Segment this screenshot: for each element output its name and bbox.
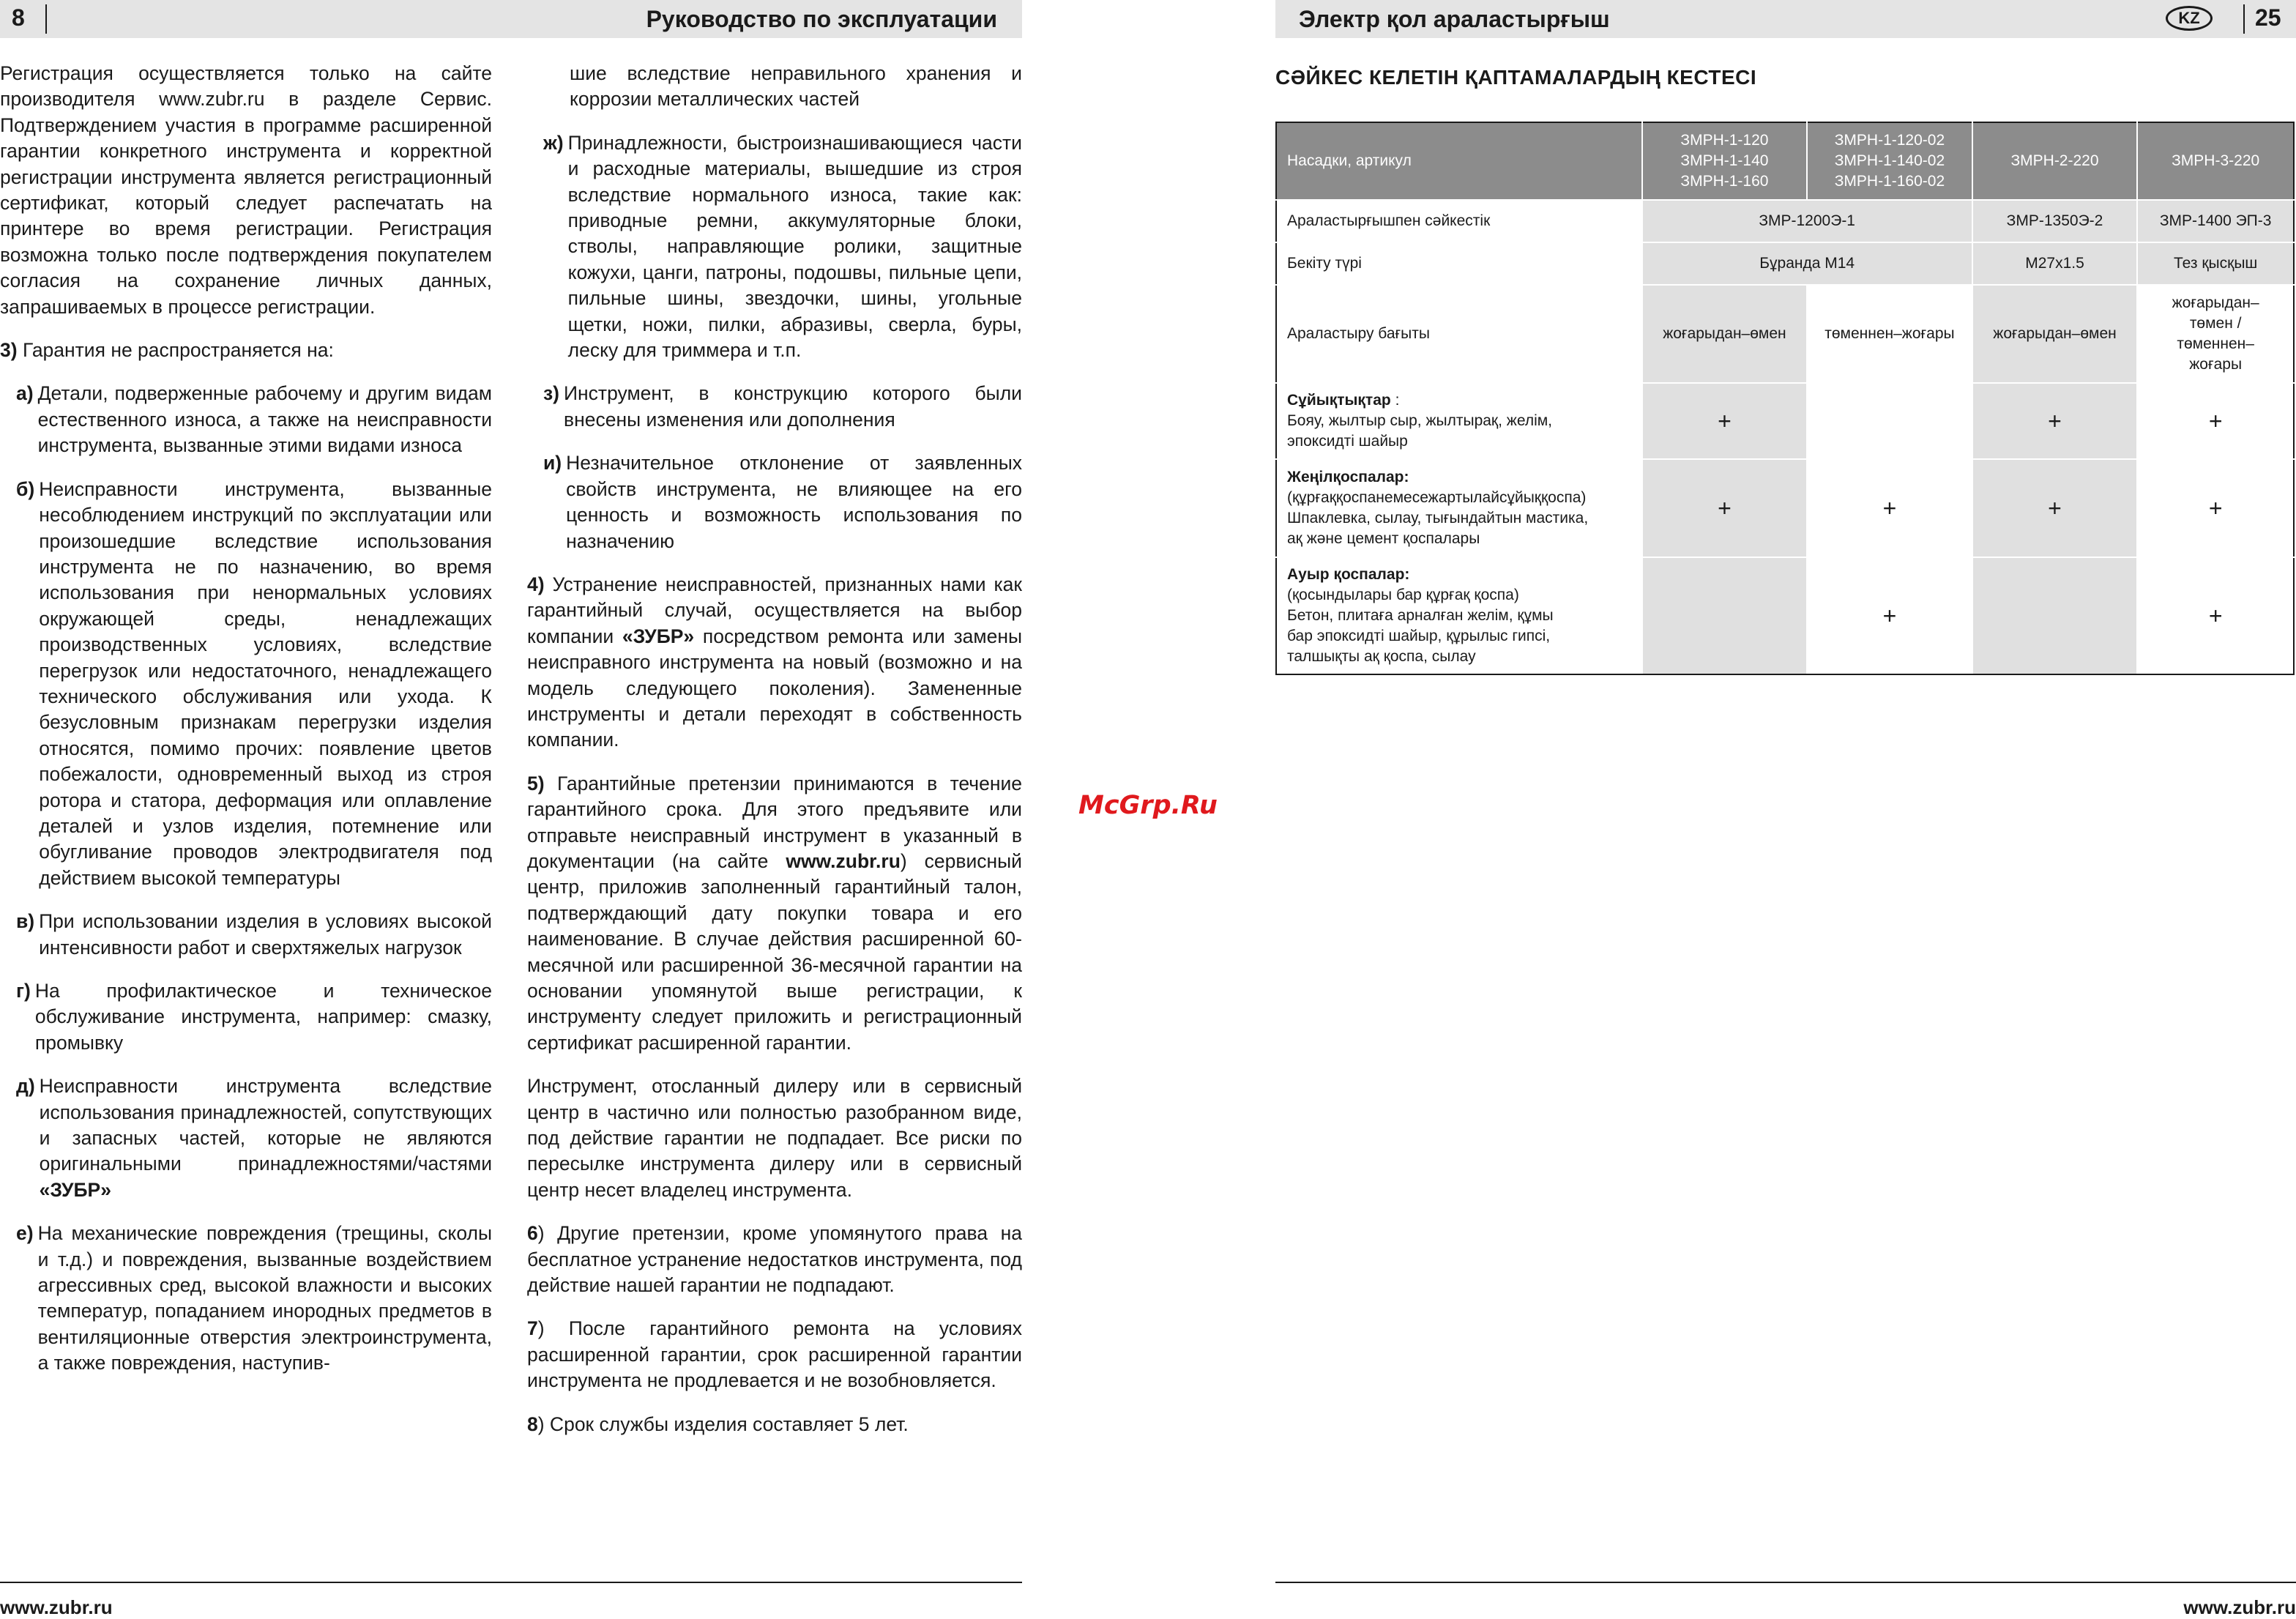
row-desc: ақ және цемент қоспалары (1287, 530, 1480, 547)
table-row (1276, 383, 2294, 459)
mark-cell (1807, 383, 1972, 459)
exclusion-e (0, 1221, 492, 1376)
mark-cell: + (1807, 557, 1972, 674)
table-cell: жоғарыдан–өмен (1972, 285, 2138, 383)
item-letter: в) (16, 910, 35, 933)
table-header-row (1276, 122, 2294, 200)
watermark: McGrp.Ru (1078, 791, 1218, 820)
table-cell: жоғарыдан–өмен (1642, 285, 1808, 383)
header-cell: ЗМРН-3-220 (2137, 122, 2294, 200)
row-label (1276, 557, 1642, 674)
cell-line: жоғарыдан– (2172, 294, 2259, 311)
right-page-title: Электр қол араластырғыш (1299, 6, 1610, 32)
right-footer-url[interactable]: www.zubr.ru (2183, 1596, 2296, 1618)
exclusion-v (0, 909, 492, 961)
row-desc: Шпаклевка, сылау, тығындайтын мастика, (1287, 510, 1589, 526)
exclusion-d (0, 1073, 492, 1203)
mark-cell (1972, 557, 2138, 674)
item-text-wrap (40, 1073, 492, 1203)
registration-paragraph: Регистрация осуществляется только на сайте производителя www.zubr.ru в разделе Сервис. Подтверждением участия в программе расширенной гарантии конкретного инструмента и корректной регистрации инструмента является регистрационный сертификат, который следует распечатать на принтере во время регистрации. Регистрация возможна только после подтверждения покупателем согласия на сохранение личных данных, запрашиваемых в процессе регистрации. (0, 62, 492, 318)
table-cell: ЗМР-1350Э-2 (1972, 200, 2138, 242)
table-row (1276, 242, 2294, 285)
row-desc: талшықты ақ қоспа, сылау (1287, 648, 1476, 665)
article: ЗМРН-1-120 (1680, 132, 1769, 149)
paragraph-4 (527, 572, 1022, 753)
mark-cell: + (1642, 383, 1808, 459)
mark-cell: + (1972, 459, 2138, 557)
paragraph-text: ) Другие претензии, кроме упомянутого права на бесплатное устранение недостатков инструмента, под действие нашей гарантии не подпадают. (527, 1222, 1022, 1297)
cell-line: төменнен– (2177, 335, 2254, 352)
article: ЗМРН-1-160 (1680, 173, 1769, 190)
paragraph-number: 7 (527, 1317, 538, 1340)
brand-name: «ЗУБР» (622, 625, 695, 647)
header-cell (1642, 122, 1808, 200)
item-letter: а) (16, 382, 34, 405)
header-cell: ЗМРН-2-220 (1972, 122, 2138, 200)
article: ЗМРН-1-160-02 (1834, 173, 1945, 190)
paragraph-number: 4) (527, 573, 545, 595)
row-desc: эпоксидті шайыр (1287, 433, 1408, 450)
mark-cell: + (2137, 557, 2294, 674)
dealer-paragraph: Инструмент, отосланный дилеру или в сервисный центр в частично или полностью разобранном виде, под действие гарантии не подпадает. Все риски по пересылке инструмента дилеру или в сервисный центр несет владелец инструмента. (527, 1075, 1022, 1201)
cell-line: жоғары (2189, 356, 2243, 373)
exclusion-z (527, 381, 1022, 433)
exclusion-g (0, 978, 492, 1056)
item-text: Неисправности инструмента, вызванные несоблюдением инструкций по эксплуатации или произошедшие вследствие использования инструмента не по назначению, во время использования при ненормальных условиях окружающей среды, ненадлежащих производственных условиях, вследствие перегрузок или недостаточного, ненадлежащего технического обслуживания или ухода. К безусловным признакам перегрузки изделия относятся, помимо прочих: появление цветов побежалости, одновременный выход из строя ротора и статора, деформация или оплавление деталей и узлов изделия, потемнение или обугливание проводов электродвигателя под действием высокой температуры (39, 477, 492, 889)
paragraph-8 (527, 1412, 1022, 1437)
article: ЗМРН-1-120-02 (1834, 132, 1945, 149)
table-cell: М27х1.5 (1972, 242, 2138, 285)
paragraph-3 (0, 338, 492, 363)
row-desc: Бетон, плитаға арналған желім, құмы (1287, 607, 1554, 624)
exclusion-i (527, 450, 1022, 554)
row-title: Жеңілқоспалар: (1287, 469, 1409, 485)
left-footer-url[interactable]: www.zubr.ru (0, 1596, 113, 1618)
item-letter: д) (16, 1075, 35, 1098)
row-label: Араластыру бағыты (1276, 285, 1642, 383)
paragraph-text: Устранение неисправностей, признанных нами как гарантийный случай, осуществляется на выбор компании (527, 573, 1022, 647)
paragraph-text: ) После гарантийного ремонта на условиях расширенной гарантии, срок расширенной гарантии инструмента не продлевается и не возобновляется. (527, 1317, 1022, 1392)
table-cell: Бұранда М14 (1642, 242, 1972, 285)
paragraph-number: 3) (0, 339, 18, 362)
warranty-column-2 (527, 61, 1022, 1455)
row-desc: (құрғаққоспанемесежартылайсұйыққоспа) (1287, 489, 1587, 506)
exclusion-zh (527, 130, 1022, 364)
item-text: На механические повреждения (трещины, сколы и т.д.) и повреждения, вызванные воздействием агрессивных сред, высокой влажности и высоких температур, попаданием инородных предметов в вентиляционные отверстия электроинструмента, а также повреждения, наступив- (37, 1222, 492, 1374)
paragraph-text: Гарантийные претензии принимаются в течение гарантийного срока. Для этого предъявите или отправьте неисправный инструмент в указанный в документации (на сайте (527, 772, 1023, 872)
mark-cell: + (1972, 383, 2138, 459)
table-title: СӘЙКЕС КЕЛЕТІН ҚАПТАМАЛАРДЫҢ КЕСТЕСІ (1275, 66, 1757, 89)
row-label: Бекіту түрі (1276, 242, 1642, 285)
mark-cell (1642, 557, 1808, 674)
mark-cell: + (2137, 383, 2294, 459)
row-title: Сұйықтықтар (1287, 392, 1391, 409)
row-desc: (қосындылары бар құрғақ қоспа) (1287, 587, 1519, 603)
row-desc: Бояу, жылтыр сыр, жылтырақ, желім, (1287, 412, 1553, 429)
item-text: Неисправности инструмента вследствие использования принадлежностей, сопутствующих и запасных частей, которые не являются оригинальными принадлежностями/частями (39, 1075, 492, 1175)
row-title-colon: : (1390, 392, 1400, 409)
item-text: Принадлежности, быстроизнашивающиеся части и расходные материалы, вышедшие из строя вследствие нормального износа, такие как: приводные ремни, аккумуляторные блоки, стволы, направляющие ролики, защитные кожухи, цанги, патроны, подошвы, пильные цепи, пильные шины, звездочки, шины, угольные щетки, ножи, пилки, абразивы, сверла, буры, леску для триммера и т.п. (567, 131, 1022, 362)
cell-line: төмен / (2189, 315, 2242, 332)
table-row (1276, 459, 2294, 557)
table-cell (2137, 285, 2294, 383)
paragraph-6 (527, 1221, 1022, 1298)
mark-cell: + (1807, 459, 1972, 557)
mark-cell: + (2137, 459, 2294, 557)
item-text: При использовании изделия в условиях высокой интенсивности работ и сверхтяжелых нагрузок (39, 910, 492, 959)
row-label: Араластырғышпен сәйкестік (1276, 200, 1642, 242)
row-desc: бар эпоксидті шайыр, құрылыс гипсі, (1287, 628, 1551, 644)
table-cell: төменнен–жоғары (1807, 285, 1972, 383)
warranty-column-1 (0, 61, 492, 1394)
table-cell: ЗМР-1400 ЭП-3 (2137, 200, 2294, 242)
article: ЗМРН-1-140-02 (1834, 152, 1945, 169)
left-page-number: 8 (12, 4, 25, 31)
row-label (1276, 383, 1642, 459)
header-label: Насадки, артикул (1276, 122, 1642, 200)
paragraph-text: ) сервисный центр, приложив заполненный гарантийный талон, подтверждающий дату покупки товара и его наименование. В случае действия расширенной 60-месячной или расширенной 36-месячной гарантии на основании упомянутой выше регистрации, к инструменту следует приложить и регистрационный сертификат расширенной гарантии. (527, 849, 1022, 1054)
paragraph-text: ) Срок службы изделия составляет 5 лет. (537, 1413, 909, 1435)
header-divider (2243, 4, 2245, 34)
right-page-number: 25 (2255, 4, 2281, 31)
table-cell: Тез қысқыш (2137, 242, 2294, 285)
mark-cell: + (1642, 459, 1808, 557)
item-letter: г) (16, 980, 31, 1002)
paragraph-5 (527, 771, 1022, 1056)
footer-rule (1275, 1582, 2296, 1583)
table-cell: ЗМР-1200Э-1 (1642, 200, 1972, 242)
paragraph-number: 5) (527, 772, 545, 794)
item-text: Незначительное отклонение от заявленных свойств инструмента, не влияющее на его ценность и возможность использования по назначению (566, 452, 1022, 552)
item-letter: и) (543, 452, 562, 474)
header-divider (45, 4, 47, 34)
article: ЗМРН-1-140 (1680, 152, 1769, 169)
item-letter: з) (543, 382, 559, 405)
table-row (1276, 285, 2294, 383)
exclusion-b (0, 477, 492, 892)
footer-rule (0, 1582, 1022, 1583)
table-row (1276, 200, 2294, 242)
paragraph-number: 8 (527, 1413, 538, 1435)
row-label (1276, 459, 1642, 557)
website-link[interactable]: www.zubr.ru (786, 849, 901, 872)
left-page-title: Руководство по эксплуатации (646, 6, 997, 32)
item-letter: б) (16, 477, 35, 500)
brand-name: «ЗУБР» (39, 1178, 111, 1201)
item-text: На профилактическое и техническое обслуживание инструмента, например: смазку, промывку (34, 980, 492, 1054)
exclusion-e-continued (527, 61, 1022, 113)
header-cell (1807, 122, 1972, 200)
paragraph-text: Гарантия не распространяется на: (22, 339, 334, 362)
item-text: Инструмент, в конструкцию которого были внесены изменения или дополнения (564, 382, 1022, 431)
table-row (1276, 557, 2294, 674)
compatibility-table (1275, 122, 2295, 675)
paragraph-7 (527, 1316, 1022, 1393)
kz-language-badge: KZ (2166, 6, 2213, 31)
item-letter: е) (16, 1222, 34, 1245)
item-text: шие вследствие неправильного хранения и коррозии металлических частей (570, 62, 1022, 111)
exclusion-a (0, 381, 492, 458)
row-title: Ауыр қоспалар: (1287, 566, 1410, 583)
item-letter: ж) (543, 131, 564, 154)
paragraph-text: посредством ремонта или замены неисправного инструмента на новый (возможно и на модель следующего поколения). Замененные инструменты и детали переходят в собственность компании. (527, 625, 1022, 751)
paragraph-number: 6 (527, 1222, 538, 1245)
item-text: Детали, подверженные рабочему и другим видам естественного износа, а также на неисправности инструмента, вызванные этими видами износа (37, 382, 492, 457)
